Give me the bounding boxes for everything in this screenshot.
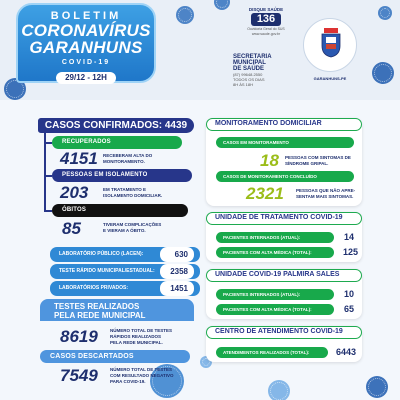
secretaria-line-1: SECRETARIA MUNICIPAL: [233, 54, 272, 66]
descartados-desc-1: NÚMERO TOTAL DE TESTES: [110, 367, 173, 372]
recuperados-label: RECUPERADOS: [52, 136, 182, 149]
obitos-label: ÓBITOS: [52, 204, 188, 217]
title-bubble: [16, 3, 156, 83]
subtitle: COVID-19: [61, 59, 111, 66]
isolamento-desc-1: EM TRATAMENTO E: [103, 187, 146, 192]
obitos-desc-2: E VIERAM A ÓBITO.: [103, 228, 146, 233]
unidade-tratamento-card: [206, 212, 362, 262]
unidade-palmira-title: UNIDADE COVID-19 PALMIRA SALES: [206, 269, 362, 282]
recuperados-desc-1: RECEBERAM ALTA DO: [103, 153, 153, 158]
isolamento-desc-2: ISOLAMENTO DOMICILIAR.: [103, 193, 163, 198]
lab-privados-value: 1451: [160, 281, 194, 296]
connector-line: [44, 210, 52, 212]
date-badge: 29/12 - 12H: [56, 72, 116, 84]
logo-caption: GARANHUNS-PE: [313, 76, 347, 81]
unidade-palmira-row-2-label: PACIENTES COM ALTA MÉDICA (TOTAL):: [216, 304, 334, 315]
monitoramento-em-desc-1: PESSOAS COM SINTOMAS DE: [285, 155, 351, 160]
descartados-desc-3: PARA COVID-19.: [110, 379, 146, 384]
descartados-desc-2: COM RESULTADO NEGATIVO: [110, 373, 174, 378]
descartados-value: 7549: [60, 366, 98, 385]
disque-label: DISQUE SAÚDE: [248, 7, 284, 12]
virus-icon: [372, 62, 394, 84]
unidade-palmira-row-1-value: 10: [343, 289, 354, 299]
isolamento-label: PESSOAS EM ISOLAMENTO: [52, 169, 192, 182]
monitoramento-title: MONITORAMENTO DOMICILIAR: [206, 118, 362, 131]
virus-icon: [366, 376, 388, 398]
testes-label-1: TESTES REALIZADOS: [54, 302, 140, 311]
monitoramento-em-label: CASOS EM MONITORAMENTO: [216, 137, 354, 148]
monitoramento-em-value: 18: [260, 151, 279, 170]
testes-desc-2: RÁPIDOS REALIZADOS: [110, 334, 162, 339]
secretaria-block: [233, 54, 295, 87]
testes-label-2: PELA REDE MUNICIPAL: [54, 311, 146, 320]
title-line-1: CORONAVÍRUS: [21, 21, 151, 40]
lab-lacen-label: LABORATÓRIO PÚBLICO (LACEN):: [50, 247, 200, 262]
monitoramento-card: [206, 118, 362, 206]
unidade-palmira-row-1-label: PACIENTES INTERNADOS (ATUAL):: [216, 289, 334, 300]
unidade-tratamento-row-2-label: PACIENTES COM ALTA MÉDICA (TOTAL):: [216, 247, 334, 258]
virus-icon: [214, 0, 230, 10]
centro-row-value: 6443: [335, 347, 356, 357]
obitos-desc-1: TIVERAM COMPLICAÇÕES: [103, 222, 162, 227]
testes-desc-1: NÚMERO TOTAL DE TESTES: [110, 328, 173, 333]
disque-saude: [241, 7, 291, 36]
connector-line: [44, 175, 52, 177]
disque-number: 136: [251, 13, 281, 26]
centro-card: [206, 326, 362, 362]
lab-rapido-value: 2358: [160, 264, 194, 279]
disque-small-1: Ouvidoria Geral do SUS: [247, 27, 285, 31]
isolamento-value: 203: [60, 183, 89, 202]
secretaria-phone: (87) 99648.2550: [233, 72, 263, 77]
virus-icon: [378, 6, 392, 20]
centro-row-label: ATENDIMENTOS REALIZADOS (TOTAL):: [216, 347, 328, 358]
virus-icon: [176, 6, 194, 24]
recuperados-value: 4151: [60, 149, 98, 168]
monitoramento-concl-desc-2: SENTAM MAIS SINTOMAS.: [296, 194, 354, 199]
unidade-tratamento-row-1-label: PACIENTES INTERNADOS (ATUAL):: [216, 232, 334, 243]
lab-rapido-label: TESTE RÁPIDO MUNICIPAL/ESTADUAL:: [50, 264, 200, 279]
virus-icon: [268, 380, 290, 400]
unidade-tratamento-row-1-value: 14: [343, 232, 354, 242]
recuperados-desc-2: MONITORAMENTO.: [103, 159, 145, 164]
centro-title: CENTRO DE ATENDIMENTO COVID-19: [206, 326, 362, 339]
monitoramento-concl-value: 2321: [246, 184, 284, 203]
obitos-value: 85: [62, 219, 81, 238]
secretaria-hours-1: TODOS OS DIAS: [233, 77, 265, 82]
unidade-palmira-card: [206, 269, 362, 319]
testes-desc-3: PELA REDE MUNICIPAL.: [110, 340, 163, 345]
unidade-tratamento-row-2-value: 125: [342, 247, 358, 257]
unidade-palmira-row-2-value: 65: [343, 304, 354, 314]
logo: [303, 18, 357, 72]
connector-line: [44, 142, 52, 144]
connector-line: [44, 133, 46, 211]
secretaria-hours-2: 8H ÀS 18H: [233, 82, 254, 87]
confirmed-cases-banner: CASOS CONFIRMADOS: 4439: [38, 118, 194, 133]
monitoramento-em-desc-2: SÍNDROME GRIPAL.: [285, 161, 329, 166]
lab-lacen-value: 630: [160, 247, 194, 262]
testes-value: 8619: [60, 327, 98, 346]
disque-small-2: www.saude.gov.br: [251, 32, 281, 36]
lab-privados-label: LABORATÓRIOS PRIVADOS:: [50, 281, 200, 296]
testes-header: [40, 299, 194, 321]
descartados-label: CASOS DESCARTADOS: [40, 350, 190, 363]
title-line-2: GARANHUNS: [29, 38, 143, 57]
monitoramento-concl-desc-1: PESSOAS QUE NÃO APRE-: [296, 188, 356, 193]
boletim-label: BOLETIM: [50, 10, 122, 22]
unidade-tratamento-title: UNIDADE DE TRATAMENTO COVID-19: [206, 212, 362, 225]
secretaria-line-2: DE SAÚDE: [233, 66, 265, 72]
coat-of-arms-icon: [320, 28, 342, 58]
monitoramento-concl-label: CASOS DE MONITORAMENTO CONCLUÍDO: [216, 171, 354, 182]
